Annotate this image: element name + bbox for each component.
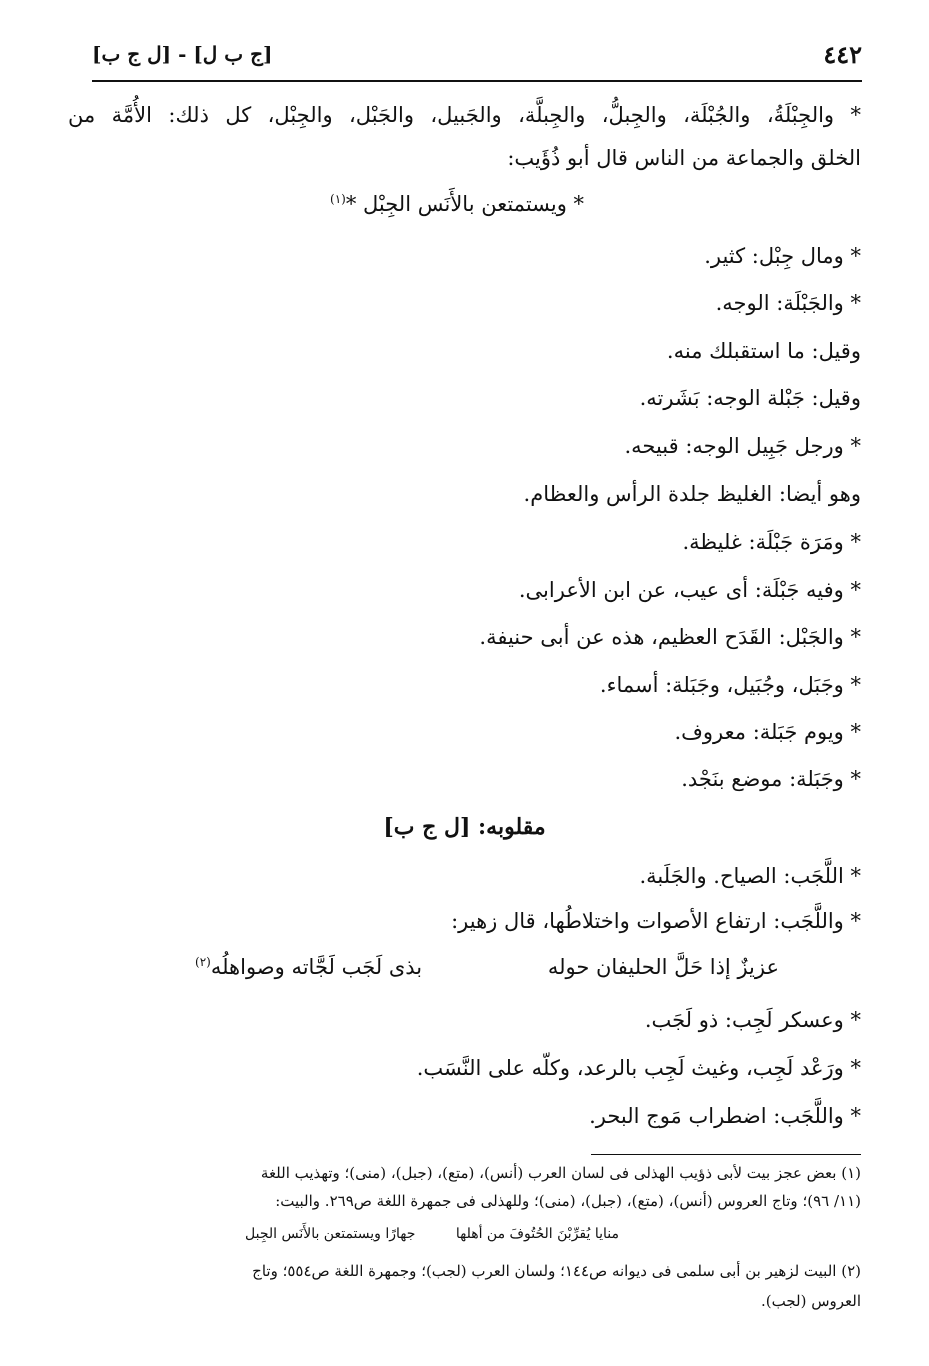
- page-number: ٤٤٢: [823, 40, 862, 69]
- verse-text: بذى لَجَب لَجَّاته وصواهلُه: [210, 955, 423, 979]
- verse-second-hemistich: [195, 955, 422, 979]
- entry-line: * وجَبَلة: موضع بنَجْد.: [681, 767, 861, 791]
- body-line: * والجِبْلَةُ، والجُبْلَة، والجِبلُّ، والجِبلَّة، والجَبيل، والجَبْل، والجِبْل، كل ذلك: الأُمَّة من: [68, 103, 861, 127]
- footnote-line: العروس (لجب).: [760, 1292, 861, 1310]
- footnote-verse-second: جهارًا ويستمتعن بالأَنَس الجِبل: [245, 1226, 416, 1242]
- header-rule: [92, 80, 862, 82]
- section-heading: مقلوبه: [ل ج ب]: [383, 814, 546, 840]
- footnote-rule: [591, 1154, 861, 1155]
- verse-first-hemistich: عزيزٌ إذا حَلَّ الحليفان حوله: [547, 955, 779, 979]
- entry-line: * والجَبْل: القَدَح العظيم، هذه عن أبى حنيفة.: [479, 625, 861, 649]
- entry-line: * اللَّجَب: الصياح. والجَلَبة.: [639, 864, 861, 888]
- verse-text: * ويستمتعن بالأَنَس الجِبْل *: [345, 192, 585, 216]
- entry-line: * وعسكر لَجِب: ذو لَجَب.: [644, 1008, 861, 1032]
- entry-line: * وفيه جَبْلَة: أى عيب، عن ابن الأعرابى.: [518, 578, 861, 602]
- footnote-marker: (١): [330, 192, 346, 206]
- entry-line: * ومال جِبْل: كثير.: [704, 244, 861, 268]
- footnote-verse-first: منايا يُقرِّبْنَ الحُتُوفَ من أهلها: [455, 1226, 619, 1242]
- entry-line: * ورَعْد لَجِب، وغيث لَجِب بالرعد، وكلّه على النَّسَب.: [416, 1056, 861, 1080]
- entry-line: * ورجل جَبِيل الوجه: قبيحه.: [624, 434, 861, 458]
- entry-line: * وجَبَل، وجُبَيل، وجَبَلة: أسماء.: [599, 673, 861, 697]
- footnote-line: (١) بعض عجز بيت لأبى ذؤيب الهذلى فى لسان العرب (أنس)، (متع)، (جبل)، (منى)؛ وتهذيب اللغة: [260, 1164, 861, 1182]
- footnote-line: (١١/ ٩٦)؛ وتاج العروس (أنس)، (متع)، (جبل)، (منى)؛ وللهذلى فى جمهرة اللغة ص٢٦٩. والبيت:: [275, 1192, 861, 1210]
- body-line: الخلق والجماعة من الناس قال أبو ذُؤَيب:: [507, 146, 861, 170]
- entry-line: * واللَّجَب: اضطراب مَوج البحر.: [589, 1104, 861, 1128]
- footnote-marker: (٢): [195, 955, 211, 969]
- running-head: [ج ب ل] - [ل ج ب]: [92, 42, 273, 66]
- page-header: [92, 40, 862, 76]
- entry-line: وقيل: جَبْلة الوجه: بَشَرته.: [639, 386, 861, 410]
- entry-line: * ومَرَة جَبْلَة: غليظة.: [682, 530, 861, 554]
- footnote-line: (٢) البيت لزهير بن أبى سلمى فى ديوانه ص١٤٤؛ ولسان العرب (لجب)؛ وجمهرة اللغة ص٥٥٤؛ وتاج: [252, 1262, 861, 1280]
- verse-quote: [330, 192, 584, 216]
- entry-line: وقيل: ما استقبلك منه.: [666, 339, 861, 363]
- entry-line: * ويوم جَبَلة: معروف.: [674, 720, 861, 744]
- entry-line: * والجَبْلَة: الوجه.: [715, 291, 861, 315]
- entry-line: وهو أيضا: الغليظ جلدة الرأس والعظام.: [523, 482, 861, 506]
- entry-line: * واللَّجَب: ارتفاع الأصوات واختلاطُها، قال زهير:: [451, 909, 861, 933]
